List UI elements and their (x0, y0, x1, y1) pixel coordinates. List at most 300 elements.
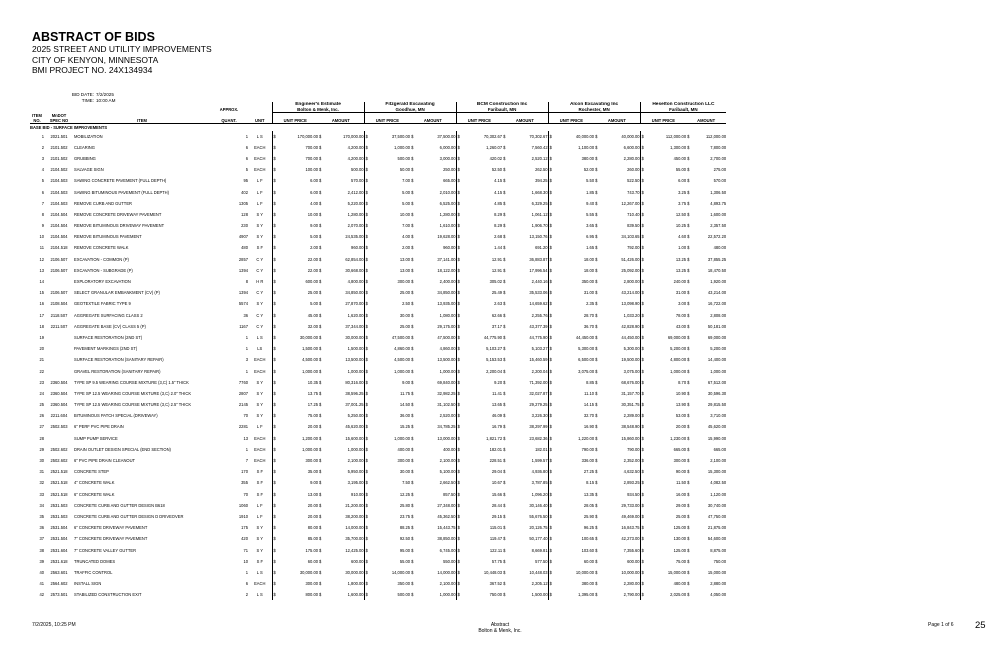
unit-price: 9.00 (310, 480, 319, 486)
amount: 45,362.50 (437, 513, 456, 519)
currency-symbol: $ (687, 513, 690, 519)
unit-price: 6.95 (586, 234, 595, 240)
amount: 71,392.00 (529, 379, 548, 385)
currency-symbol: $ (272, 242, 278, 253)
item-description: GRAVEL RESTORATION (SANITARY REPAIR) (74, 368, 161, 374)
quantity: 1167 (239, 323, 248, 329)
bidder-name: BCM Construction Inc (476, 102, 528, 107)
quantity: 70 (243, 413, 248, 419)
currency-symbol: $ (364, 298, 370, 309)
amount: 2,520.12 (531, 155, 548, 161)
table-row (30, 332, 726, 343)
amount: 550.00 (443, 558, 456, 564)
table-row (30, 444, 726, 455)
quantity: 1394 (238, 267, 248, 273)
unit-price: 3.25 (678, 189, 687, 195)
currency-symbol: $ (411, 357, 414, 363)
currency-symbol: $ (272, 399, 278, 410)
currency-symbol: $ (640, 578, 646, 589)
unit-price: 10.00 (399, 211, 411, 217)
unit: S Y (256, 301, 264, 307)
unit-price: 4,800.00 (670, 357, 687, 363)
unit-price: 5.00 (402, 189, 411, 195)
currency-symbol: $ (411, 223, 414, 229)
item-description: CONCRETE CURB AND GUTTER DESIGN D DRIVEOVER (74, 513, 184, 519)
amount: 2,100.00 (347, 458, 364, 464)
amount: 522.50 (627, 178, 640, 184)
currency-symbol: $ (364, 500, 370, 511)
amount: 5,220.00 (347, 200, 364, 206)
amount: 1,599.57 (531, 458, 548, 464)
amount: 4,082.50 (710, 480, 727, 486)
currency-symbol: $ (319, 558, 322, 564)
table-row (30, 354, 726, 365)
unit-price: 9.00 (402, 379, 411, 385)
quantity: 6 (245, 144, 248, 150)
currency-symbol: $ (456, 321, 462, 332)
unit: EACH (254, 435, 266, 441)
amount: 260.00 (627, 167, 640, 173)
unit-price: 700.00 (305, 144, 319, 150)
unit-price: 20.00 (307, 424, 319, 430)
unit-price: 175.00 (305, 547, 319, 553)
quantity: 2 (245, 592, 248, 598)
unit-price: 2.68 (494, 234, 503, 240)
currency-symbol: $ (640, 433, 646, 444)
currency-symbol: $ (364, 254, 370, 265)
currency-symbol: $ (687, 581, 690, 587)
currency-symbol: $ (319, 346, 322, 352)
currency-symbol: $ (595, 390, 598, 396)
unit: EACH (254, 167, 266, 173)
currency-symbol: $ (319, 547, 322, 553)
quantity: 1 (245, 368, 248, 374)
quantity: 230 (241, 223, 248, 229)
currency-symbol: $ (319, 592, 322, 598)
item-number: 13 (39, 267, 44, 273)
spec-number: 2211.604 (50, 413, 68, 419)
amount: 31,102.50 (437, 402, 456, 408)
amount: 29,175.00 (437, 323, 456, 329)
quantity: 4907 (238, 234, 248, 240)
currency-symbol: $ (548, 242, 554, 253)
amount: 1,306.50 (710, 189, 727, 195)
currency-symbol: $ (456, 142, 462, 153)
currency-symbol: $ (272, 343, 278, 354)
currency-symbol: $ (687, 211, 690, 217)
item-number: 23 (39, 379, 44, 385)
currency-symbol: $ (364, 198, 370, 209)
unit-price: 20.00 (307, 502, 319, 508)
table-row (30, 567, 726, 578)
currency-symbol: $ (272, 310, 278, 321)
currency-symbol: $ (595, 469, 598, 475)
item-description: STABILIZED CONSTRUCTION EXIT (74, 592, 142, 598)
unit: C Y (256, 312, 264, 318)
currency-symbol: $ (548, 421, 554, 432)
quantity: 1 (245, 569, 248, 575)
amount: 2,070.00 (347, 223, 364, 229)
currency-symbol: $ (364, 310, 370, 321)
currency-symbol: $ (503, 458, 506, 464)
currency-symbol: $ (503, 491, 506, 497)
spec-number (44, 433, 74, 444)
item-number: 6 (41, 189, 44, 195)
unit-price: 182.01 (489, 446, 503, 452)
unit-price: 12.25 (399, 491, 411, 497)
currency-symbol: $ (319, 402, 322, 408)
spec-number: 2564.602 (50, 581, 68, 587)
amount: 577.50 (535, 558, 548, 564)
table-row (30, 231, 726, 242)
currency-symbol: $ (548, 153, 554, 164)
amount: 37,344.00 (345, 323, 364, 329)
currency-symbol: $ (640, 186, 646, 197)
currency-symbol: $ (411, 211, 414, 217)
currency-symbol: $ (503, 581, 506, 587)
currency-symbol: $ (411, 368, 414, 374)
amount: 12,425.00 (345, 547, 364, 553)
currency-symbol: $ (548, 209, 554, 220)
currency-symbol: $ (687, 446, 690, 452)
currency-symbol: $ (319, 245, 322, 251)
currency-symbol: $ (272, 131, 278, 142)
unit-price: 75.00 (675, 558, 687, 564)
amount: 839.50 (627, 223, 640, 229)
amount: 6,000.00 (439, 144, 456, 150)
unit-price: 2.35 (586, 301, 595, 307)
currency-symbol: $ (319, 390, 322, 396)
currency-symbol: $ (640, 175, 646, 186)
mndot-header: MnDOT (51, 112, 67, 118)
amount: 13,150.76 (529, 234, 548, 240)
project-number: BMI PROJECT NO. 24X134934 (32, 65, 153, 75)
currency-symbol: $ (319, 267, 322, 273)
amount: 21,875.00 (707, 525, 727, 531)
amount: 18,470.50 (707, 267, 727, 273)
currency-symbol: $ (595, 178, 598, 184)
unit-price: 10.25 (675, 223, 687, 229)
unit-price: 16.79 (491, 424, 503, 430)
currency-symbol: $ (595, 424, 598, 430)
currency-symbol: $ (640, 287, 646, 298)
currency-symbol: $ (272, 175, 278, 186)
item-number: 11 (39, 245, 44, 251)
unit-price: 47,500.00 (391, 334, 411, 340)
unit: EACH (254, 581, 266, 587)
currency-symbol: $ (548, 433, 554, 444)
currency-symbol: $ (319, 413, 322, 419)
amount: 40,000.00 (621, 133, 640, 139)
item-description: SURFACE RESTORATION (SANITARY REPAIR) (74, 357, 164, 363)
amount: 2,289.00 (623, 413, 640, 419)
unit-price: 52.50 (491, 167, 503, 173)
unit-price: 367.52 (489, 581, 503, 587)
unit-price: 700.00 (305, 155, 319, 161)
currency-symbol: $ (640, 209, 646, 220)
amount: 910.00 (351, 491, 364, 497)
quantity: 71 (243, 547, 248, 553)
currency-symbol: $ (595, 368, 598, 374)
item-description: AGGREGATE BASE (CV) CLASS 5 (P) (74, 323, 146, 329)
currency-symbol: $ (548, 332, 554, 343)
currency-symbol: $ (364, 332, 370, 343)
currency-symbol: $ (272, 276, 278, 287)
currency-symbol: $ (411, 458, 414, 464)
currency-symbol: $ (503, 256, 506, 262)
table-row (30, 544, 726, 555)
currency-symbol: $ (503, 480, 506, 486)
item-description: TRUNCATED DOMES (74, 558, 116, 564)
spec-number (44, 365, 74, 376)
currency-symbol: $ (456, 567, 462, 578)
unit-price: 95.00 (399, 547, 411, 553)
currency-symbol: $ (411, 390, 414, 396)
amount: 1,280.00 (347, 211, 364, 217)
unit-price: 29.00 (675, 502, 687, 508)
currency-symbol: $ (640, 276, 646, 287)
currency-symbol: $ (456, 433, 462, 444)
currency-symbol: $ (687, 245, 690, 251)
currency-symbol: $ (548, 287, 554, 298)
currency-symbol: $ (319, 223, 322, 229)
currency-symbol: $ (319, 211, 322, 217)
unit-price: 15,000.00 (667, 569, 687, 575)
unit-price: 37.17 (491, 323, 503, 329)
project-name: 2025 STREET AND UTILITY IMPROVEMENTS (32, 44, 212, 54)
currency-symbol: $ (272, 522, 278, 533)
currency-symbol: $ (272, 511, 278, 522)
currency-symbol: $ (595, 536, 598, 542)
amount-header: AMOUNT (410, 118, 456, 124)
amount: 45,620.00 (345, 424, 364, 430)
item-description: INSTALL SIGN (74, 581, 102, 587)
currency-symbol: $ (548, 343, 554, 354)
currency-symbol: $ (364, 410, 370, 421)
amount: 2,352.00 (623, 458, 640, 464)
unit-price: 350.00 (397, 581, 411, 587)
currency-symbol: $ (319, 469, 322, 475)
unit-price: 13.00 (399, 267, 411, 273)
quantity: 5574 (238, 301, 248, 307)
unit-price: 500.00 (397, 592, 411, 598)
currency-symbol: $ (503, 144, 506, 150)
quantity: 6 (245, 581, 248, 587)
currency-symbol: $ (595, 357, 598, 363)
currency-symbol: $ (272, 556, 278, 567)
amount: 792.00 (627, 245, 640, 251)
amount: 394.25 (535, 178, 548, 184)
currency-symbol: $ (595, 323, 598, 329)
currency-symbol: $ (319, 144, 322, 150)
amount: 1,920.00 (710, 279, 727, 285)
item-number: 9 (41, 223, 44, 229)
unit-price: 1,000.00 (302, 446, 319, 452)
unit-price: 69,000.00 (667, 334, 687, 340)
spec-number: 2531.503 (50, 502, 68, 508)
amount: 30,596.30 (707, 390, 727, 396)
currency-symbol: $ (411, 189, 414, 195)
amount: 5,950.00 (347, 469, 364, 475)
spec-number (44, 332, 74, 343)
unit-price: 31.00 (583, 290, 595, 296)
unit-price: 1,000.00 (302, 368, 319, 374)
quantity: 1 (245, 446, 248, 452)
currency-symbol: $ (456, 343, 462, 354)
item-number: 33 (39, 491, 44, 497)
item-number: 26 (39, 413, 44, 419)
currency-symbol: $ (411, 334, 414, 340)
unit-price: 16.00 (675, 491, 687, 497)
currency-symbol: $ (640, 489, 646, 500)
table-row (30, 321, 726, 332)
amount: 21,200.00 (345, 502, 364, 508)
spec-number: 2106.507 (50, 256, 68, 262)
currency-symbol: $ (319, 525, 322, 531)
quantity: 7760 (238, 379, 248, 385)
amount: 30,000.00 (345, 334, 364, 340)
currency-symbol: $ (456, 410, 462, 421)
unit-price: 103.60 (581, 547, 595, 553)
amount: 4,936.80 (531, 469, 548, 475)
currency-symbol: $ (548, 388, 554, 399)
currency-symbol: $ (319, 480, 322, 486)
currency-symbol: $ (272, 500, 278, 511)
currency-symbol: $ (364, 365, 370, 376)
unit-price: 50.00 (399, 167, 411, 173)
amount: 857.50 (443, 491, 456, 497)
amount: 80,316.00 (345, 379, 364, 385)
unit-price: 15.66 (491, 491, 503, 497)
amount-header: AMOUNT (686, 118, 726, 124)
currency-symbol: $ (548, 354, 554, 365)
item-number: 18 (39, 323, 44, 329)
currency-symbol: $ (503, 435, 506, 441)
currency-symbol: $ (319, 133, 322, 139)
unit: L F (256, 502, 263, 508)
unit-price: 1.65 (586, 245, 595, 251)
currency-symbol: $ (272, 410, 278, 421)
currency-symbol: $ (456, 354, 462, 365)
unit: L S (256, 592, 263, 598)
currency-symbol: $ (456, 153, 462, 164)
currency-symbol: $ (364, 142, 370, 153)
amount: 750.00 (713, 558, 727, 564)
currency-symbol: $ (411, 178, 414, 184)
amount: 6,745.00 (439, 547, 456, 553)
currency-symbol: $ (503, 547, 506, 553)
unit-price: 18.00 (583, 267, 595, 273)
item-number: 35 (39, 513, 44, 519)
currency-symbol: $ (687, 167, 690, 173)
currency-symbol: $ (640, 377, 646, 388)
amount: 2,400.00 (439, 279, 456, 285)
amount: 45,620.00 (707, 424, 727, 430)
spec-number: 2531.618 (50, 558, 68, 564)
currency-symbol: $ (640, 410, 646, 421)
unit-price: 29.04 (491, 469, 503, 475)
amount: 62,854.00 (345, 256, 364, 262)
amount: 1,000.00 (439, 368, 456, 374)
currency-symbol: $ (364, 220, 370, 231)
item-description: TYPE SP 12.5 WEARING COURSE MIXTURE (3,C) 2.5" THICK (74, 402, 192, 408)
amount: 15,443.75 (437, 525, 456, 531)
amount: 31,157.70 (621, 390, 640, 396)
currency-symbol: $ (548, 455, 554, 466)
currency-symbol: $ (319, 491, 322, 497)
footer-abstract-label: Abstract (490, 622, 510, 628)
item-number: 22 (39, 368, 44, 374)
item-number: 20 (39, 346, 44, 352)
unit-price: 10,448.03 (483, 569, 503, 575)
currency-symbol: $ (595, 435, 598, 441)
item-description: TRAFFIC CONTROL (74, 569, 113, 575)
quantity: 2807 (238, 390, 248, 396)
amount: 42,273.00 (621, 536, 640, 542)
item-description: 7" CONCRETE VALLEY GUTTER (74, 547, 137, 553)
amount: 32,027.87 (529, 390, 548, 396)
unit-price: 13.00 (399, 256, 411, 262)
currency-symbol: $ (456, 544, 462, 555)
amount: 2,010.00 (439, 189, 456, 195)
currency-symbol: $ (456, 500, 462, 511)
unit-price: 22.00 (307, 256, 319, 262)
item-description: CLEARING (74, 144, 95, 150)
unit: S F (256, 469, 263, 475)
bidder-location: Bolton & Menk, Inc. (297, 107, 339, 112)
unit-price: 5,300.00 (578, 346, 595, 352)
quantity: 402 (241, 189, 248, 195)
currency-symbol: $ (272, 477, 278, 488)
currency-symbol: $ (595, 144, 598, 150)
unit-price: 3.75 (678, 200, 687, 206)
currency-symbol: $ (503, 323, 506, 329)
item-number: 19 (39, 334, 44, 340)
currency-symbol: $ (272, 220, 278, 231)
amount: 4,800.00 (347, 279, 364, 285)
table-row (30, 186, 726, 197)
currency-symbol: $ (640, 522, 646, 533)
amount: 1,061.12 (531, 211, 548, 217)
currency-symbol: $ (595, 569, 598, 575)
currency-symbol: $ (364, 321, 370, 332)
unit-price: 9.00 (310, 223, 319, 229)
spec-number: 2021.501 (50, 133, 68, 139)
table-row (30, 153, 726, 164)
currency-symbol: $ (503, 469, 506, 475)
spec-number: 2101.502 (50, 144, 68, 150)
item-number: 36 (39, 525, 44, 531)
unit-price: 8.85 (586, 379, 595, 385)
unit: C Y (256, 256, 264, 262)
amount: 38,548.90 (621, 424, 640, 430)
currency-symbol: $ (595, 312, 598, 318)
item-description: SUMP PUMP SERVICE (74, 435, 118, 441)
currency-symbol: $ (687, 155, 690, 161)
spec-number (44, 276, 74, 287)
currency-symbol: $ (456, 231, 462, 242)
currency-symbol: $ (503, 368, 506, 374)
currency-symbol: $ (640, 254, 646, 265)
amount: 2,255.76 (531, 312, 548, 318)
unit-price: 20.00 (307, 513, 319, 519)
currency-symbol: $ (272, 142, 278, 153)
currency-symbol: $ (456, 276, 462, 287)
currency-symbol: $ (456, 533, 462, 544)
amount: 1,033.20 (623, 312, 640, 318)
unit-price: 13.25 (675, 267, 687, 273)
unit: S F (256, 558, 263, 564)
